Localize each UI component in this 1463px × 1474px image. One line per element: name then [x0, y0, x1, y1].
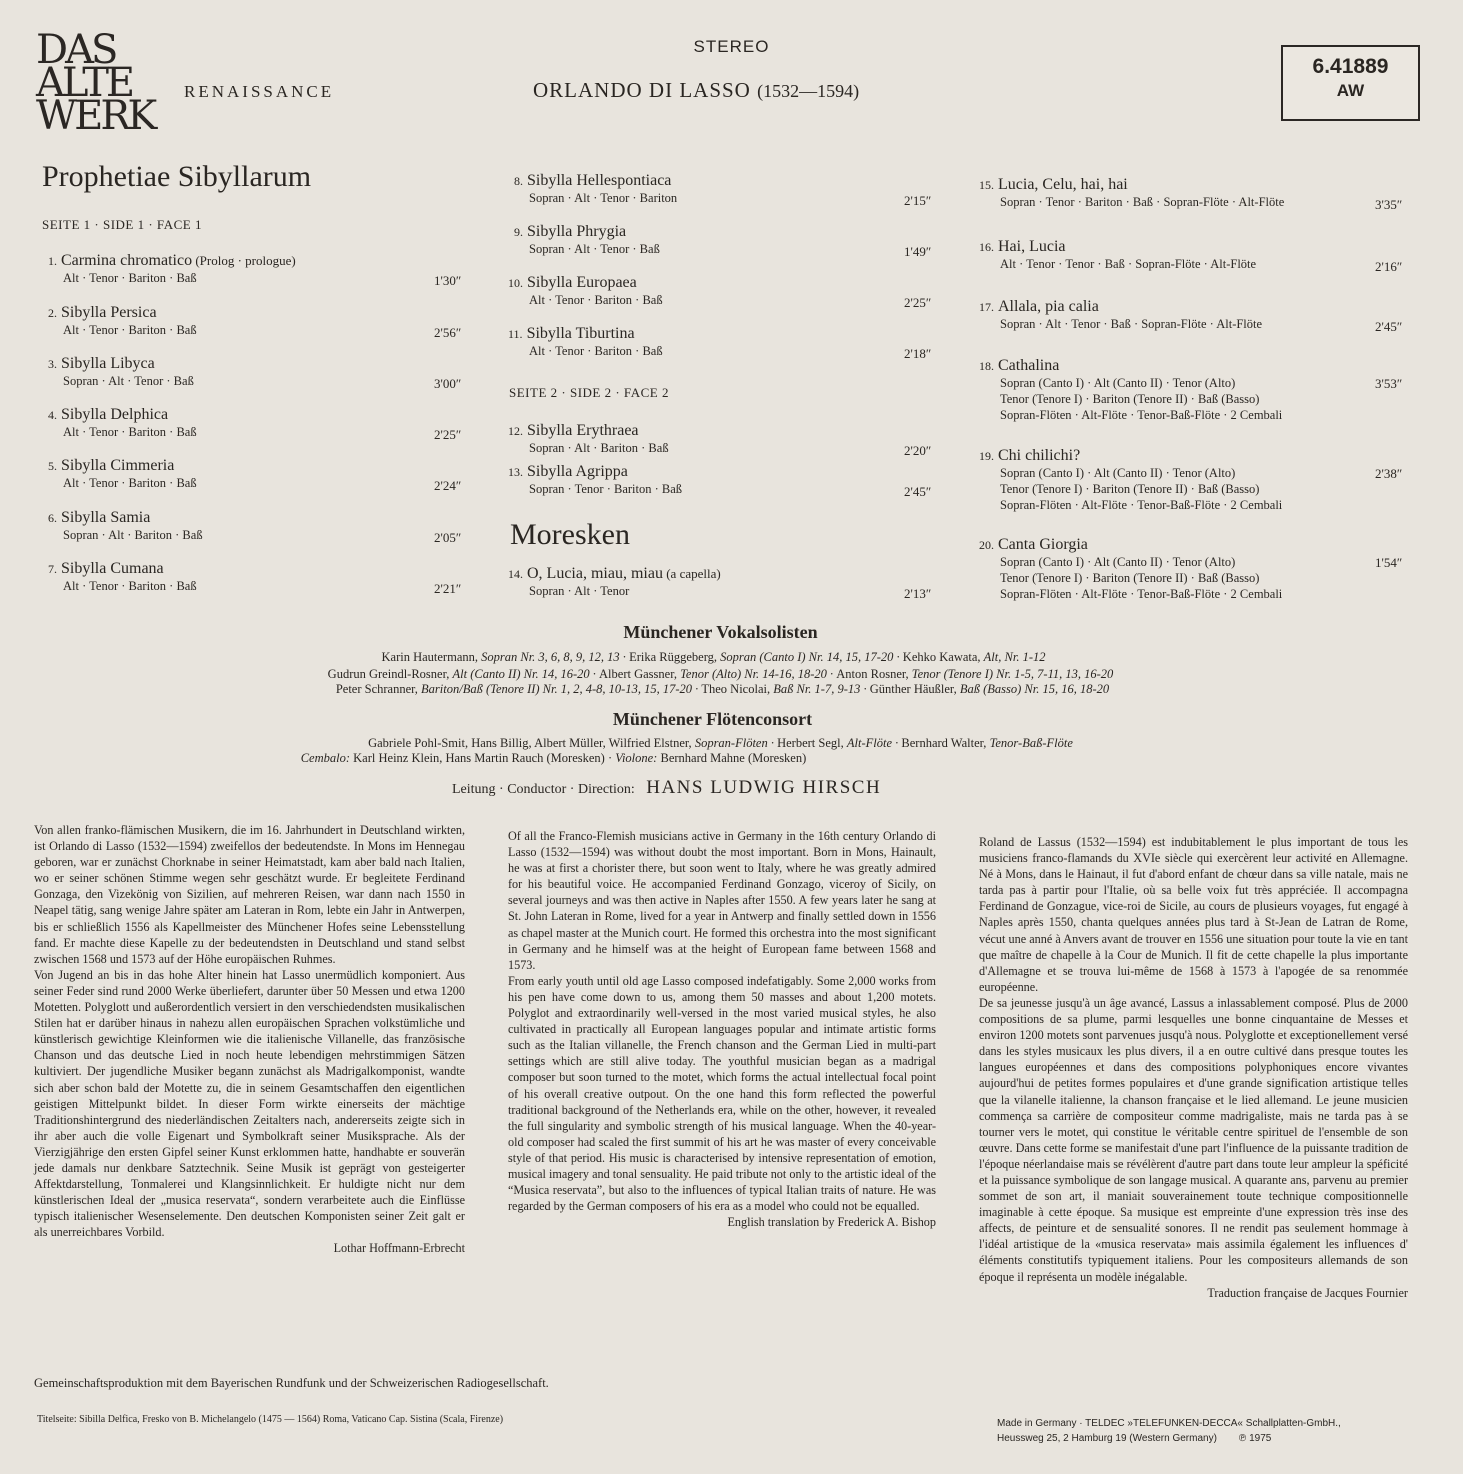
composer-dates: (1532—1594) — [757, 81, 860, 101]
performer-name: Anton Rosner, — [836, 667, 912, 681]
track-duration: 2'38″ — [1375, 466, 1403, 481]
track-number: 18. — [979, 359, 994, 373]
track-number: 10. — [508, 276, 523, 290]
track-number: 17. — [979, 300, 994, 314]
track-duration: 3'35″ — [1375, 197, 1403, 212]
track-title-line — [48, 304, 197, 322]
track-13 — [508, 463, 932, 499]
track-voices: Alt · Tenor · Bariton · Baß — [529, 344, 663, 358]
track-title: Sibylla Europaea — [527, 274, 637, 291]
conductor-label: Leitung · Conductor · Direction: — [452, 782, 635, 797]
performer-name: Karl Heinz Klein, Hans Martin Rauch (Moresken) · — [353, 751, 616, 765]
floeten-credits-line-2 — [0, 751, 1285, 766]
track-note: (Prolog · prologue) — [192, 253, 296, 268]
track-9 — [514, 223, 932, 259]
floeten-credits-line-1 — [0, 736, 1452, 751]
track-title: Sibylla Erythraea — [527, 422, 639, 439]
german-paragraph-1: Von allen franko-flämischen Musikern, die im 16. Jahrhundert in Deutschland wirkten, ist Orlando di Lasso (1532—1594) zweifellos der bedeutendste. In Mons im Hennegau geboren, war er zunächst Chorknabe in seiner Heimatstadt, kam aber bald nach Italien, wo er seiner schönen Stimme wegen sehr geschätzt wurde. Er begleitete Ferdinand Gonzaga, den Vizekönig von Sizilien, auf mehreren Reisen, war dann nach 1550 in Neapel tätig, sang wenige Jahre später am Lateran in Rom, lebte ein Jahr in Antwerpen, bis er schließlich 1556 als Kapellmeister des Münchener Hofes seine Lebensstellung fand. Er machte diese Kapelle zu der bedeutendsten in Deutschland und stand selbst zwischen 1568 und 1573 auf der Höhe europäischen Ruhmes. — [34, 823, 465, 966]
english-paragraph-1: Of all the Franco-Flemish musicians active in Germany in the 16th century Orlando di Lasso (1532—1594) was without doubt the most important. Born in Mons, Hainault, he was at first a chorister there, but soon went to Italy, where he was greatly admired for his beautiful voice. He accompanied Ferdinand Gonzago, viceroy of Sicily, on several journeys and was then active in Naples after 1550. A few years later he sang at St. John Lateran in Rome, lived for a year in Antwerp and finally settled down in 1556 as chapel master at the Munich court. He formed this orchestra into the most significant in Germany and he himself was at the height of European fame between 1568 and 1573. — [508, 829, 936, 972]
track-voices: Sopran · Alt · Tenor · Baß · Sopran-Flöte · Alt-Flöte — [1000, 317, 1263, 331]
track-voices: Sopran-Flöten · Alt-Flöte · Tenor-Baß-Flöte · 2 Cembali — [1000, 408, 1283, 422]
track-number: 13. — [508, 465, 523, 479]
track-title: Sibylla Hellespontiaca — [527, 172, 672, 189]
moresken-heading: Moresken — [510, 518, 630, 551]
performer-name: Peter Schranner, — [335, 682, 422, 696]
track-title-line — [508, 325, 663, 343]
track-number: 4. — [48, 408, 57, 422]
vokal-credits-line-1 — [0, 650, 1445, 665]
conductor-name: HANS LUDWIG HIRSCH — [646, 777, 882, 798]
track-number: 16. — [979, 240, 994, 254]
track-title-line — [979, 536, 1282, 554]
track-voices: Sopran · Alt · Bariton · Baß — [529, 441, 669, 455]
track-20 — [979, 536, 1403, 602]
track-title-line — [48, 252, 296, 270]
track-voices: Alt · Tenor · Bariton · Baß — [63, 323, 197, 337]
track-17 — [979, 298, 1403, 334]
track-12 — [508, 422, 932, 458]
track-number: 20. — [979, 538, 994, 552]
track-voices: Sopran · Alt · Tenor · Baß — [63, 374, 194, 388]
track-duration: 2'56″ — [434, 325, 462, 340]
french-translator: Traduction française de Jacques Fournier — [1207, 1285, 1408, 1300]
track-title-line — [48, 457, 197, 475]
track-6 — [48, 509, 462, 545]
track-number: 1. — [48, 254, 57, 268]
track-duration: 2'05″ — [434, 530, 462, 545]
track-title-line — [508, 565, 721, 583]
track-16 — [979, 238, 1403, 274]
track-duration: 2'24″ — [434, 478, 462, 493]
vokal-credits-line-2 — [0, 667, 1452, 682]
track-title: O, Lucia, miau, miau — [527, 565, 663, 582]
track-duration: 1'49″ — [904, 244, 932, 259]
track-4 — [48, 406, 462, 442]
track-duration: 2'45″ — [1375, 319, 1403, 334]
track-voices: Alt · Tenor · Bariton · Baß — [529, 293, 663, 307]
track-duration: 2'16″ — [1375, 259, 1403, 274]
track-duration: 3'53″ — [1375, 376, 1403, 391]
german-paragraph-2: Von Jugend an bis in das hohe Alter hinein hat Lasso unermüdlich komponiert. Aus seiner Feder sind rund 2000 Werke überliefert, darunter über 50 Messen und etwa 1200 Motetten. Polyglott und außerordentlich versiert in den verschiedendsten musikalischen Stilen hat er darüber hinaus in nahezu allen europäischen Sprachen volkstümliche und künstlerisch gewichtige Kleinformen wie die italienische Villanelle, das französische Chanson und das deutsche Lied in noch heute lebendigen mehrstimmigen Sätzen kultiviert. Der jugendliche Musiker begann zunächst als Madrigalkomponist, wandte sich aber schon bald der Motette zu, die in seinem Gesamtschaffen den eigentlichen geistigen Mittelpunkt bildet. In dieser Form wirkte einerseits der mächtige Traditionshintergrund des niederländischen Zeitalters nach, andererseits zeigte sich in ihr aber auch die volle Eigenart und Symbolkraft seiner Musiksprache. Als der Vierzigjährige den ersten Gipfel seiner Kunst erklommen hatte, handhabte er souverän jede damals nur denkbare Satztechnik. Seine Musik ist geprägt von gesteigerter Affektdarstellung, Tonmalerei und Klangsinnlichkeit. Er huldigte nicht nur dem künstlerischen Ideal der „musica reservata“, sondern verarbeitete auch die Einflüsse typisch italienischer Wesenselemente. Den deutschen Komponisten seiner Zeit galt er als unerreichbares Vorbild. — [34, 967, 465, 1240]
track-number: 12. — [508, 424, 523, 438]
track-15 — [979, 176, 1403, 212]
track-19 — [979, 447, 1403, 513]
liner-notes-french — [979, 834, 1408, 1301]
track-title: Chi chilichi? — [998, 447, 1081, 464]
manufacturer-info — [997, 1416, 1341, 1446]
track-number: 5. — [48, 459, 57, 473]
track-voices: Tenor (Tenore I) · Bariton (Tenore II) · Baß (Basso) — [1000, 482, 1260, 496]
track-duration: 1'54″ — [1375, 555, 1403, 570]
track-11 — [508, 325, 932, 361]
track-3 — [48, 355, 462, 391]
liner-notes-german — [34, 822, 465, 1257]
track-title: Sibylla Delphica — [61, 406, 169, 423]
track-title: Lucia, Celu, hai, hai — [998, 176, 1128, 193]
track-voices: Sopran · Alt · Tenor · Bariton — [529, 191, 678, 205]
logo-line-2: ALTE — [36, 60, 133, 106]
performer-role: Cembalo: — [300, 751, 354, 765]
track-title-line — [508, 463, 682, 481]
logo-line-3: WERK — [36, 93, 155, 139]
track-7 — [48, 560, 462, 596]
track-title-line — [979, 238, 1256, 256]
track-note: (a capella) — [662, 566, 721, 581]
logo-line-1: DAS — [36, 27, 116, 73]
performer-name: Bernhard Walter, — [901, 736, 990, 750]
track-duration: 1'30″ — [434, 273, 462, 288]
track-number: 11. — [508, 327, 523, 341]
track-voices: Alt · Tenor · Bariton · Baß — [63, 425, 197, 439]
performer-role: Baß Nr. 1-7, 9-13 · — [773, 682, 870, 696]
cover-credit: Titelseite: Sibilla Delfica, Fresko von B. Michelangelo (1475 — 1564) Roma, Vaticano Cap. Sistina (Scala, Firenze) — [37, 1414, 504, 1425]
vokal-credits-line-3 — [0, 682, 1454, 697]
track-title: Sibylla Agrippa — [527, 463, 628, 480]
track-number: 14. — [508, 567, 523, 581]
work-title: Prophetiae Sibyllarum — [42, 160, 312, 193]
manufacturer-line-1: Made in Germany · TELDEC »TELEFUNKEN-DECCA« Schallplatten-GmbH., — [997, 1418, 1341, 1429]
track-5 — [48, 457, 462, 493]
track-title: Sibylla Phrygia — [527, 223, 627, 240]
track-number: 6. — [48, 511, 57, 525]
track-2 — [48, 304, 462, 340]
track-voices: Sopran · Alt · Tenor — [529, 584, 630, 598]
track-duration: 2'45″ — [904, 484, 932, 499]
liner-notes-english — [508, 828, 936, 1230]
track-title-line — [514, 172, 677, 190]
track-title-line — [979, 447, 1282, 465]
vokalsolisten-heading: Münchener Vokalsolisten — [623, 622, 818, 642]
track-duration: 2'18″ — [904, 346, 932, 361]
manufacturer-line-2 — [997, 1431, 1341, 1446]
track-number: 7. — [48, 562, 57, 576]
track-voices: Sopran (Canto I) · Alt (Canto II) · Tenor (Alto) — [1000, 555, 1236, 569]
performer-role: Alt, Nr. 1-12 — [983, 650, 1046, 664]
track-number: 3. — [48, 357, 57, 371]
side-2-heading: SEITE 2 · SIDE 2 · FACE 2 — [509, 385, 669, 400]
track-voices: Sopran · Alt · Tenor · Baß — [529, 242, 660, 256]
performer-role: Tenor (Tenore I) Nr. 1-5, 7-11, 13, 16-20 — [911, 667, 1114, 681]
track-duration: 3'00″ — [434, 376, 462, 391]
track-title-line — [48, 406, 197, 424]
side-1-heading: SEITE 1 · SIDE 1 · FACE 1 — [42, 217, 202, 232]
track-voices: Sopran-Flöten · Alt-Flöte · Tenor-Baß-Flöte · 2 Cembali — [1000, 587, 1283, 601]
conductor-line — [452, 777, 881, 799]
performer-name: Bernhard Mahne (Moresken) — [660, 751, 807, 765]
track-voices: Sopran-Flöten · Alt-Flöte · Tenor-Baß-Flöte · 2 Cembali — [1000, 498, 1283, 512]
track-voices: Alt · Tenor · Bariton · Baß — [63, 579, 197, 593]
track-title-line — [508, 422, 669, 440]
track-voices: Sopran · Alt · Bariton · Baß — [63, 528, 203, 542]
track-title: Carmina chromatico — [61, 252, 193, 269]
track-duration: 2'15″ — [904, 193, 932, 208]
performer-role: Bariton/Baß (Tenore II) Nr. 1, 2, 4-8, 10-13, 15, 17-20 · — [421, 682, 702, 696]
track-title-line — [48, 355, 194, 373]
track-title-line — [48, 560, 197, 578]
track-voices: Tenor (Tenore I) · Bariton (Tenore II) · Baß (Basso) — [1000, 571, 1260, 585]
track-number: 9. — [514, 225, 523, 239]
performer-role: Tenor-Baß-Flöte — [989, 736, 1073, 750]
performer-name: Karin Hautermann, — [381, 650, 482, 664]
track-title-line — [514, 223, 660, 241]
track-8 — [514, 172, 932, 208]
track-title: Sibylla Libyca — [61, 355, 155, 372]
floetenconsort-heading: Münchener Flötenconsort — [612, 709, 813, 729]
track-number: 19. — [979, 449, 994, 463]
english-paragraph-2: From early youth until old age Lasso composed indefatigably. Some 2,000 works from his pen have come down to us, among them 50 masses and about 1,200 motets. Polyglot and extraordinarily well-versed in the most varied musical styles, he also cultivated in practically all European languages popular and intimate artistic forms such as the Italian villanelle, the French chanson and the German Lied in multi-part settings which are still alive today. The youthful musician began as a madrigal composer but soon turned to the motet, which forms the actual intellectual focal point of his overall creative outpout. On the one hand this form reflected the powerful traditional background of the Netherlands era, while on the other, however, it revealed the full singularity and symbolic strength of his musical language. When the 40-year-old composer had scaled the first summit of his art he was master of every conceivable style of that period. His music is characterised by intensive representation of emotion, musical imagery and tonal sensuality. He paid tribute not only to the artistic ideal of the “Musica reservata”, but also to the influences of typical Italian traits of nature. He was regarded by the German composers of his era as a model who could not be equalled. — [508, 973, 936, 1214]
performer-role: Violone: — [615, 751, 661, 765]
track-title: Sibylla Cumana — [61, 560, 164, 577]
performer-name: Herbert Segl, — [777, 736, 847, 750]
performer-role: Sopran (Canto I) Nr. 14, 15, 17-20 · — [720, 650, 903, 664]
track-voices: Sopran · Tenor · Bariton · Baß · Sopran-Flöte · Alt-Flöte — [1000, 195, 1285, 209]
track-voices: Sopran (Canto I) · Alt (Canto II) · Tenor (Alto) — [1000, 376, 1236, 390]
performer-role: Alt-Flöte · — [846, 736, 902, 750]
track-title: Sibylla Cimmeria — [61, 457, 175, 474]
performer-role: Sopran Nr. 3, 6, 8, 9, 12, 13 · — [481, 650, 630, 664]
track-duration: 2'13″ — [904, 586, 932, 601]
french-paragraph-2: De sa jeunesse jusqu'à un âge avancé, Lassus a inlassablement composé. Plus de 2000 compositions de sa plume, parmi lesquelles une bonne cinquantaine de Messes et environ 1200 motets sont parvenues jusqu'à nous. Polyglotte et exceptionellement versé dans les styles musicaux les plus divers, il a en outre cultivé dans presque toutes les langues européennes et dans des compositions polyphoniques encore vivantes aujourd'hui de petites formes populaires et d'une grande signification artistique telles que la vilanelle italienne, la chanson française et le lied allemand. Le jeune musicien commença sa carrière de compositeur comme madrigaliste, mais ne tarda pas à se tourner vers le motet, qui constitue le véritable centre spirituel de l'ensemble de son œuvre. Dans cette forme se manifestait d'une part l'influence de la puissante tradition de l'époque néerlandaise mais se révélèrent d'autre part dans toute leur ampleur la spéficité et la puissance symbolique de son langage musical. A quarante ans, parvenu au premier sommet de son art, il maniait souverainement toute technique compositionnelle imaginable à cette époque. Sa musique est empreinte d'une expression très inse des affects, de peinture et de sensualité sonores. Il ne rendit pas seulement hommage à l'idéal artistique de la «musica reservata» mais assimila également les influences d' éléments constitutifs typiquement italiens. Pour les compositeurs allemands de son époque il représenta un modèle inégalable. — [979, 995, 1408, 1284]
track-voices: Tenor (Tenore I) · Bariton (Tenore II) · Baß (Basso) — [1000, 392, 1260, 406]
track-18 — [979, 357, 1403, 423]
composer-heading — [533, 78, 859, 103]
track-voices: Sopran (Canto I) · Alt (Canto II) · Tenor (Alto) — [1000, 466, 1236, 480]
catalog-number: 6.41889 — [1312, 55, 1389, 78]
track-title: Sibylla Samia — [61, 509, 151, 526]
performer-name: Albert Gassner, — [599, 667, 681, 681]
track-title-line — [979, 176, 1284, 194]
performer-name: Kehko Kawata, — [902, 650, 984, 664]
track-title: Sibylla Tiburtina — [526, 325, 635, 342]
manufacturer-address: Heussweg 25, 2 Hamburg 19 (Western Germany) — [997, 1433, 1217, 1444]
performer-name: Gabriele Pohl-Smit, Hans Billig, Albert Müller, Wilfried Elstner, — [368, 736, 695, 750]
track-number: 8. — [514, 174, 523, 188]
german-author: Lothar Hoffmann-Erbrecht — [333, 1241, 465, 1256]
track-title: Allala, pia calia — [998, 298, 1099, 315]
track-title: Hai, Lucia — [998, 238, 1066, 255]
track-title-line — [979, 298, 1262, 316]
track-duration: 2'21″ — [434, 581, 462, 596]
track-1 — [48, 252, 462, 288]
catalog-suffix: AW — [1336, 81, 1365, 100]
track-voices: Alt · Tenor · Bariton · Baß — [63, 271, 197, 285]
catalog-number-box — [1281, 45, 1420, 121]
track-duration: 2'20″ — [904, 443, 932, 458]
track-title-line — [48, 509, 203, 527]
coproduction-note: Gemeinschaftsproduktion mit dem Bayerischen Rundfunk und der Schweizerischen Radiogesellschaft. — [34, 1376, 549, 1390]
performer-role: Baß (Basso) Nr. 15, 16, 18-20 — [959, 682, 1110, 696]
track-10 — [508, 274, 932, 310]
track-title: Cathalina — [998, 357, 1060, 374]
performer-name: Gudrun Greindl-Rosner, — [327, 667, 453, 681]
track-voices: Alt · Tenor · Bariton · Baß — [63, 476, 197, 490]
track-number: 15. — [979, 178, 994, 192]
performer-role: Sopran-Flöten · — [694, 736, 778, 750]
track-title-line — [979, 357, 1282, 375]
track-title-line — [508, 274, 663, 292]
english-translator: English translation by Frederick A. Bishop — [727, 1215, 936, 1230]
track-voices: Alt · Tenor · Tenor · Baß · Sopran-Flöte · Alt-Flöte — [1000, 257, 1257, 271]
track-voices: Sopran · Tenor · Bariton · Baß — [529, 482, 683, 496]
performer-name: Theo Nicolai, — [701, 682, 774, 696]
performer-name: Erika Rüggeberg, — [629, 650, 721, 664]
track-duration: 2'25″ — [434, 427, 462, 442]
track-title: Sibylla Persica — [61, 304, 157, 321]
track-duration: 2'25″ — [904, 295, 932, 310]
phonogram-year: ℗ 1975 — [1238, 1433, 1272, 1444]
french-paragraph-1: Roland de Lassus (1532—1594) est indubitablement le plus important de tous les musiciens franco-flamands du XVIe siècle qui exercèrent leur activité en Allemagne. Né à Mons, dans le Hainaut, il fut d'abord enfant de chœur dans sa ville natale, mais ne tarda pas à partir pour l'Italie, où sa belle voix fut très appréciée. Il accompagna Ferdinand de Gonzague, vice-roi de Sicile, au cours de plusieurs voyages, fut engagé à Naples après 1550, chanta quelques années plus tard à St-Jean de Latran de Rome, vécut une anné à Anvers avant de trouver en 1556 une situation pour toute la vie en tant que maître de chapelle à la Cour de Munich. Il fit de cette chapelle la plus importante d'Allemagne et se trouva lui-même de 1568 à 1573 à l'apogée de sa renommée européenne. — [979, 835, 1408, 994]
performer-name: Günther Häußler, — [869, 682, 960, 696]
series-label: RENAISSANCE — [184, 82, 335, 101]
performer-role: Tenor (Alto) Nr. 14-16, 18-20 · — [680, 667, 837, 681]
performer-role: Alt (Canto II) Nr. 14, 16-20 · — [452, 667, 600, 681]
composer-name: ORLANDO DI LASSO — [533, 78, 751, 102]
track-number: 2. — [48, 306, 57, 320]
track-title: Canta Giorgia — [998, 536, 1088, 553]
track-14 — [508, 565, 932, 601]
stereo-label: STEREO — [693, 37, 770, 56]
